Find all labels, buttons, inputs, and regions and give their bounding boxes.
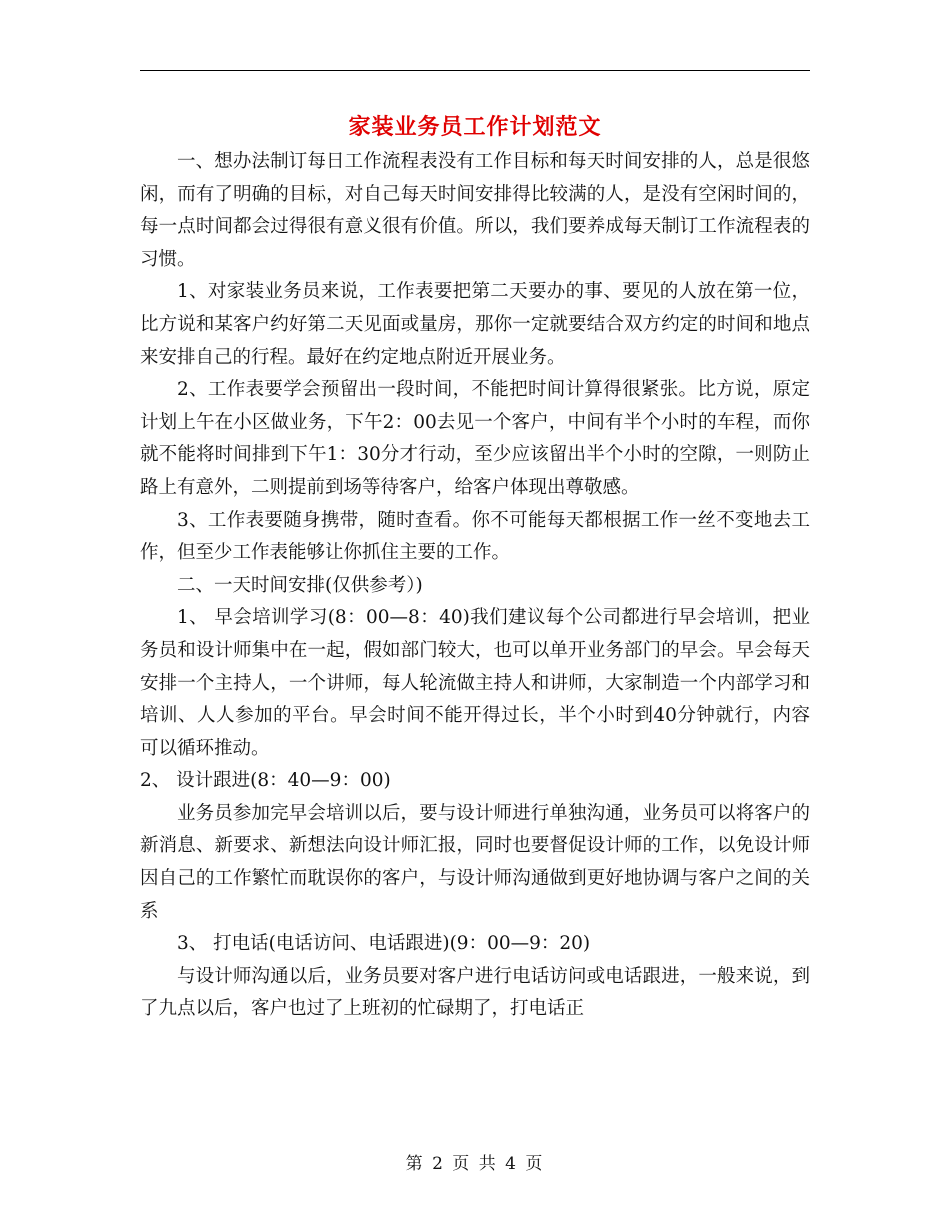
paragraph: 1、 早会培训学习(8：00—8：40)我们建议每个公司都进行早会培训，把业务员和设计师集中在一起，假如部门较大，也可以单开业务部门的早会。早会每天安排一个主持人，一个讲师，每人轮流做主持人和讲师，大家制造一个内部学习和培训、人人参加的平台。早会时间不能开得过长，半个小时到40分钟就行，内容可以循环推动。 — [140, 607, 810, 759]
section-heading: 二、一天时间安排(仅供参考）) — [177, 574, 423, 596]
document-title: 家装业务员工作计划范文 — [348, 114, 602, 140]
list-heading: 3、 打电话(电话访问、电话跟进)(9：00—9：20) — [177, 933, 591, 955]
list-heading: 2、 设计跟进(8：40—9：00) — [140, 770, 391, 792]
paragraph: 2、工作表要学会预留出一段时间，不能把时间计算得很紧张。比方说，原定计划上午在小区做业务，下午2：00去见一个客户，中间有半个小时的车程，而你就不能将时间排到下午1：30分才行动，至少应该留出半个小时的空隙，一则防止路上有意外，二则提前到场等待客户，给客户体现出尊敬感。 — [140, 379, 810, 498]
document-body — [140, 146, 810, 1026]
paragraph: 3、工作表要随身携带，随时查看。你不可能每天都根据工作一丝不变地去工作，但至少工作表能够让你抓住主要的工作。 — [140, 509, 810, 564]
paragraph: 与设计师沟通以后，业务员要对客户进行电话访问或电话跟进，一般来说，到了九点以后，客户也过了上班初的忙碌期了，打电话正 — [140, 965, 810, 1020]
header-rule — [140, 70, 810, 71]
paragraph: 业务员参加完早会培训以后，要与设计师进行单独沟通，业务员可以将客户的新消息、新要求、新想法向设计师汇报，同时也要督促设计师的工作，以免设计师因自己的工作繁忙而耽误你的客户，与设计师沟通做到更好地协调与客户之间的关系 — [140, 802, 810, 922]
paragraph: 一、想办法制订每日工作流程表没有工作目标和每天时间安排的人，总是很悠闲，而有了明确的目标，对自己每天时间安排得比较满的人，是没有空闲时间的，每一点时间都会过得很有意义很有价值。所以，我们要养成每天制订工作流程表的习惯。 — [140, 151, 810, 270]
paragraph: 1、对家装业务员来说，工作表要把第二天要办的事、要见的人放在第一位，比方说和某客户约好第二天见面或量房，那你一定就要结合双方约定的时间和地点来安排自己的行程。最好在约定地点附近开展业务。 — [140, 281, 810, 368]
page-footer: 第 2 页 共 4 页 — [405, 1154, 545, 1174]
